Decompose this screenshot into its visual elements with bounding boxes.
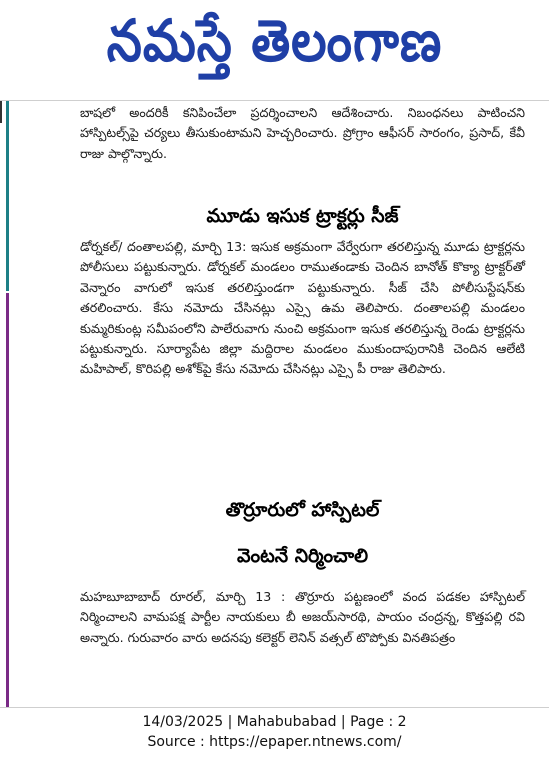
article2-headline: మూడు ఇసుక ట్రాక్టర్లు సీజ్ xyxy=(206,205,399,227)
column-rule-teal xyxy=(6,101,9,291)
footer-source: Source : https://epaper.ntnews.com/ xyxy=(147,734,402,750)
column-rule-dark xyxy=(0,101,2,123)
column-rule-purple xyxy=(6,293,9,707)
masthead xyxy=(0,0,549,96)
footer-date-edition: 14/03/2025 | Mahabubabad | Page : 2 xyxy=(142,714,407,730)
article2-body: డోర్నకల్/ దంతాలపల్లి, మార్చి 13: ఇసుక అక్రమంగా వేర్వేరుగా తరలిస్తున్న మూడు ట్రాక్టర్లను పోలీసులు పట్టుకున్నారు. డోర్నకల్ మండలం రాముతండాకు చెందిన బానోత్ కొక్యా ట్రాక్టర్‌తో వెన్నారం వాగులో ఇసుక తరలిస్తుండగా పట్టుకున్నారు. సీజ్ చేసి పోలీసుస్టేషన్‌కు తరలించారు. కేసు నమోదు చేసినట్లు ఎస్సై ఉమ తెలిపారు. దంతాలపల్లి మండలం కుమ్మరికుంట్ల సమీపంలోని పాలేరువాగు నుంచి అక్రమంగా ఇసుక తరలిస్తున్న రెండు ట్రాక్టర్లను పట్టుకున్నారు. సూర్యాపేట జిల్లా మద్దిరాల మండలం ముకుందాపురానికి చెందిన ఆలేటి మహిపాల్, కొరిపల్లి అశోక్‌పై కేసు నమోదు చేసినట్లు ఎస్సై పీ రాజు తెలిపారు. xyxy=(80,239,525,377)
footer xyxy=(0,712,549,752)
news-clipping xyxy=(0,100,549,708)
article3-body: మహబూబాబాద్ రూరల్, మార్చి 13 : తొర్రూరు పట్టణంలో వంద పడకల హాస్పిటల్ నిర్మించాలని వామపక్ష పార్టీల నాయకులు బీ అజయ్‌సారథి, పాయం చంద్రన్న, కొత్తపల్లి రవి అన్నారు. గురువారం వారు అదనపు కలెక్టర్ లెనిన్ వత్సల్ టొప్పోకు వినతిపత్రం xyxy=(80,589,525,645)
masthead-logo-text: నమస్తే తెలంగాణ xyxy=(106,7,443,74)
article1-tail-text: బాషలో అందరికీ కనిపించేలా ప్రదర్శించాలని ఆదేశించారు. నిబంధనలు పాటించని హాస్పిటల్స్‌పై చర్యలు తీసుకుంటామని హెచ్చరించారు. ప్రోగ్రాం ఆఫీసర్ సారంగం, ప్రసాద్, కేవీ రాజు పాల్గొన్నారు. xyxy=(80,105,525,161)
article3-headline-line2: వెంటనే నిర్మించాలి xyxy=(236,545,369,567)
article3-headline-line1: తొర్రూరులో హాస్పిటల్ xyxy=(225,499,380,521)
